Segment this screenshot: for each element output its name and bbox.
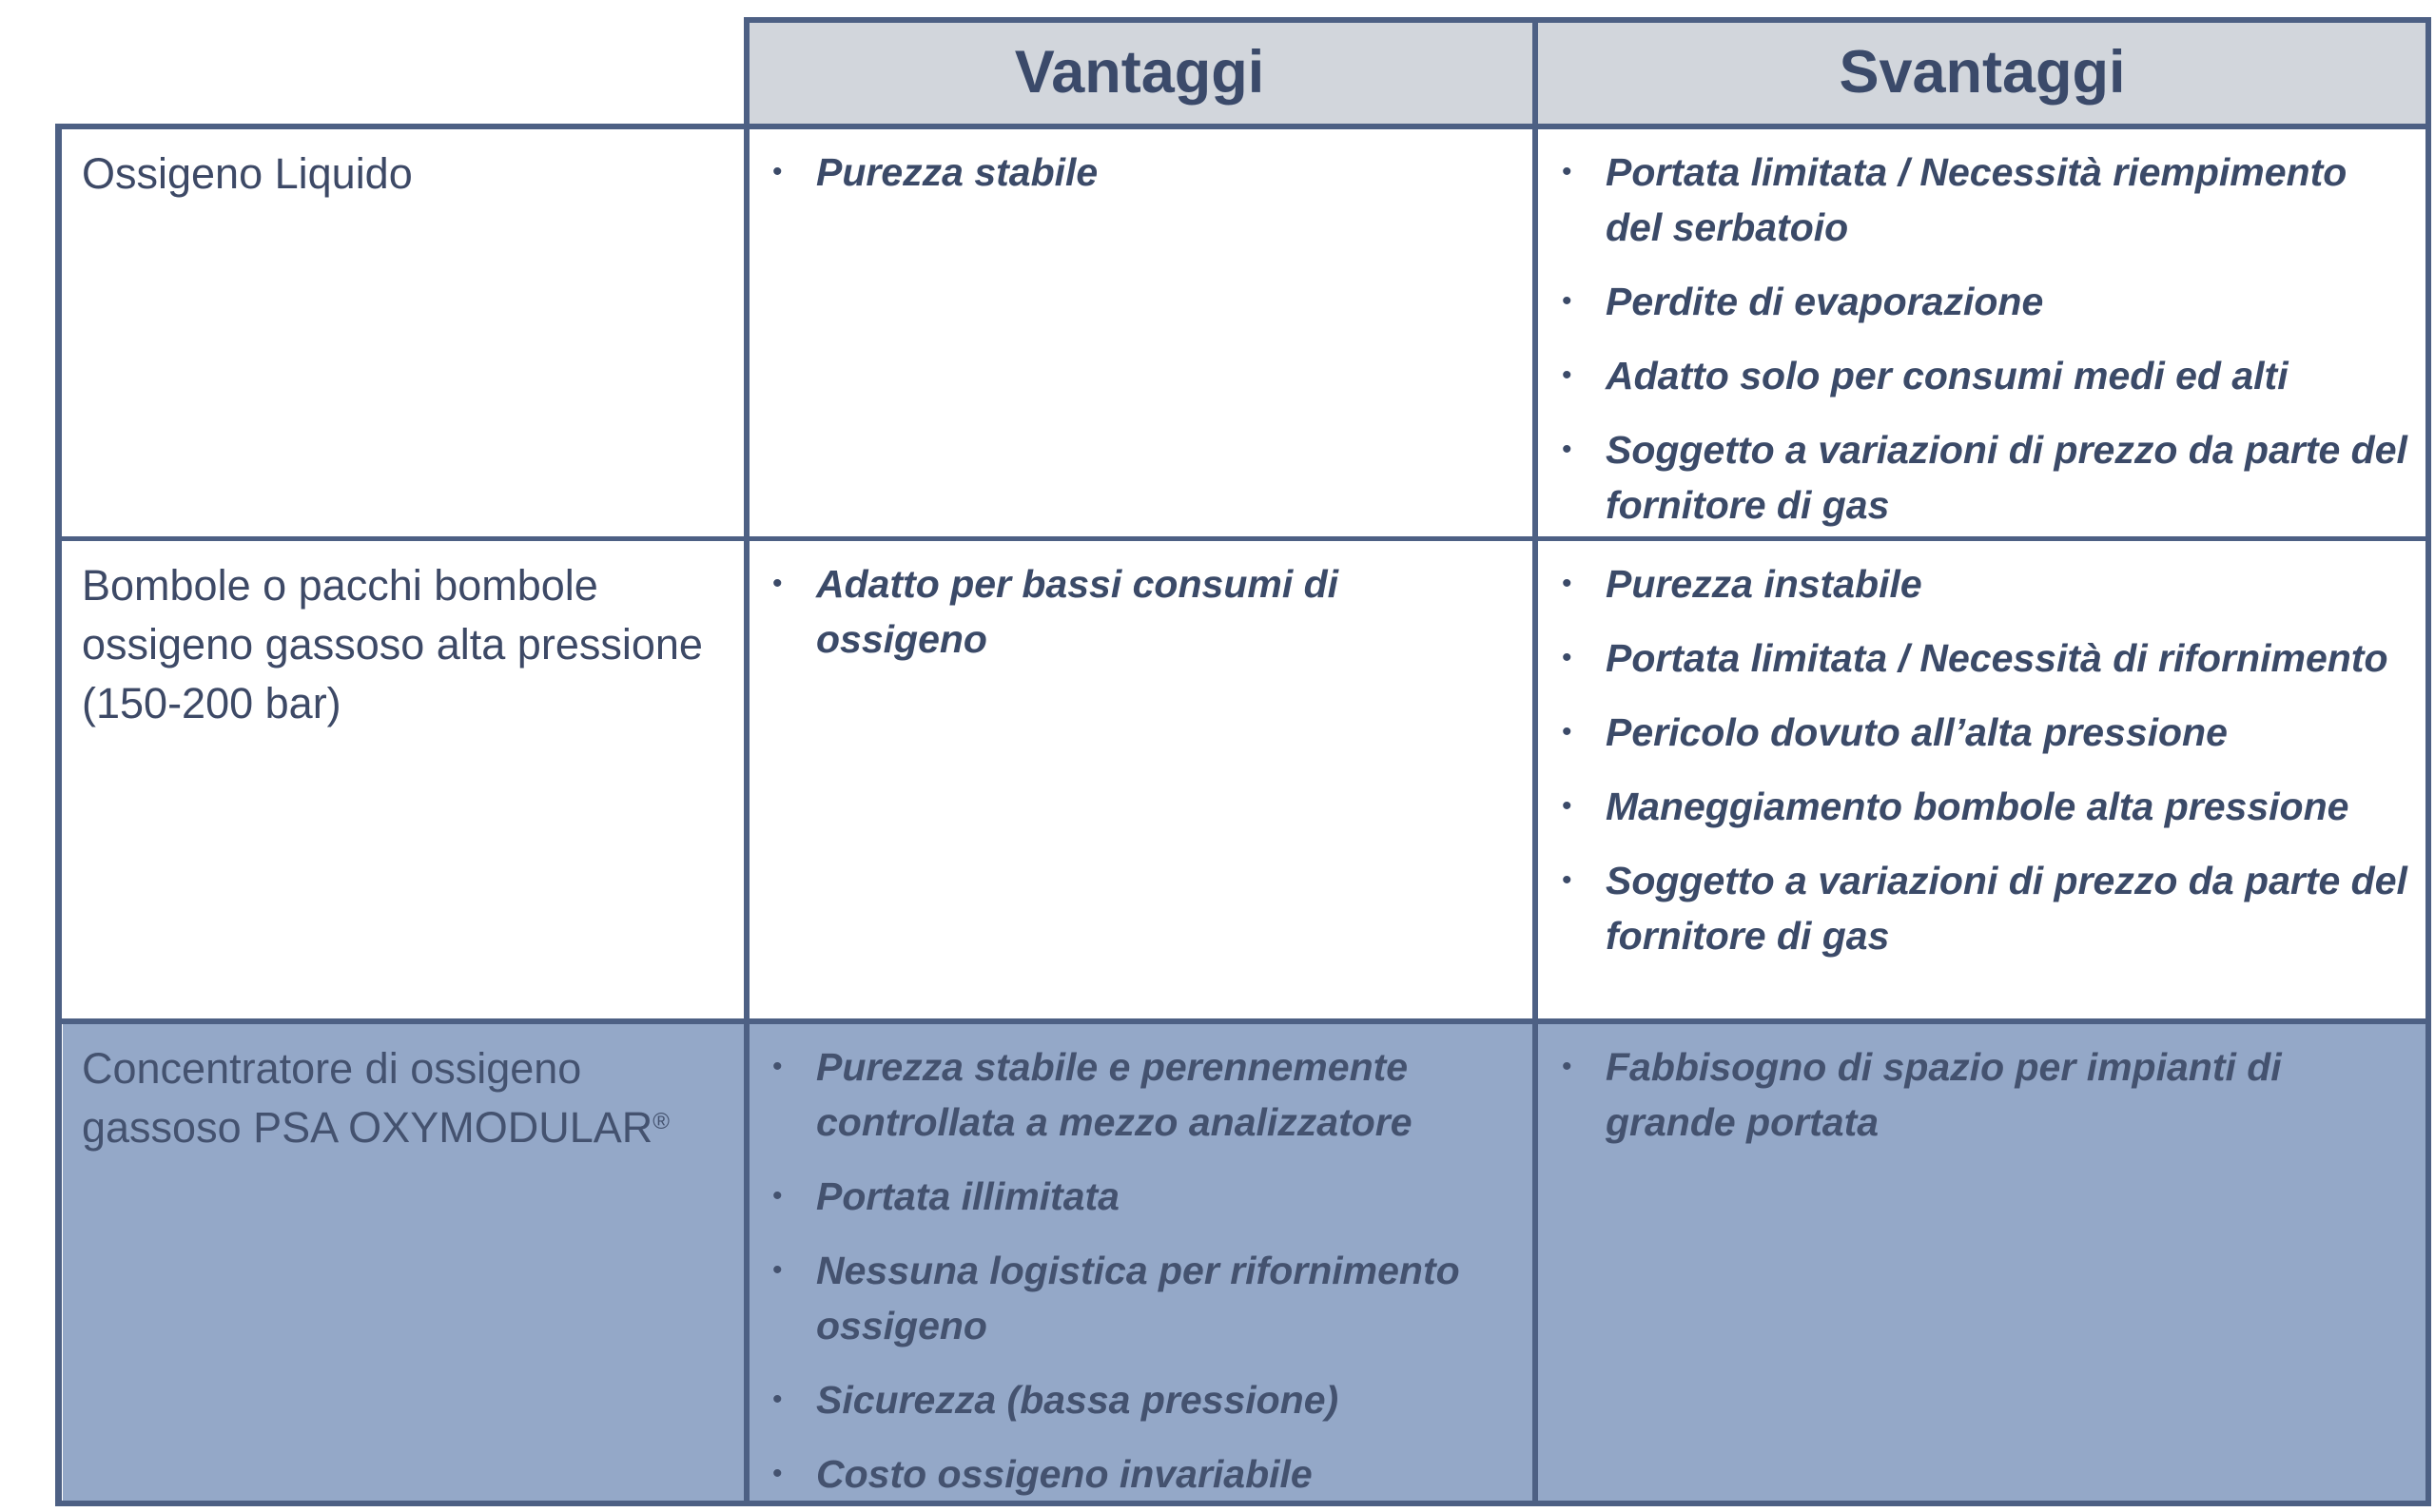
list-item: • Portata limitata / Necessità riempimento del serbatoio — [1537, 145, 2408, 255]
bullet-icon: • — [1562, 568, 1572, 599]
list-item: • Nessuna logistica per rifornimento ossigeno — [748, 1243, 1514, 1353]
list-item: • Sicurezza (bassa pressione) — [748, 1372, 1514, 1427]
bullet-icon: • — [1562, 864, 1572, 896]
list-item: • Purezza instabile — [1537, 556, 2408, 611]
table-border — [744, 17, 2431, 23]
list-item: • Purezza stabile — [748, 145, 1514, 200]
row-label-concentrator — [63, 1022, 744, 1502]
bullet-icon: • — [1562, 156, 1572, 187]
row-label-text: Ossigeno Liquido — [82, 149, 413, 198]
disadvantages-list — [1537, 556, 2408, 963]
list-item: • Perdite di evaporazione — [1537, 274, 2408, 329]
bullet-icon: • — [1562, 790, 1572, 822]
table-border — [1532, 124, 1538, 1506]
advantages-list — [748, 1039, 1514, 1502]
bullet-icon: • — [1562, 716, 1572, 747]
bullet-icon: • — [772, 1384, 783, 1415]
table-border — [55, 1018, 2431, 1024]
table-border — [744, 124, 750, 1506]
list-item: • Costo ossigeno invariabile — [748, 1446, 1514, 1502]
bullet-icon: • — [1562, 1051, 1572, 1082]
bullet-icon: • — [772, 1458, 783, 1489]
bullet-icon: • — [772, 1051, 783, 1082]
disadvantages-list — [1537, 145, 2408, 533]
row-disadvantages-liquid-oxygen — [1537, 127, 2427, 536]
table-border — [2425, 124, 2431, 1506]
bullet-icon: • — [772, 1254, 783, 1286]
table-border — [744, 17, 750, 127]
table-border — [55, 536, 2431, 541]
row-label-text: Concentratore di ossigeno gassoso PSA OXYMODULAR — [82, 1044, 653, 1152]
list-item: • Soggetto a variazioni di prezzo da parte del fornitore di gas — [1537, 853, 2408, 963]
bullet-icon: • — [1562, 642, 1572, 673]
table-border — [2425, 17, 2431, 127]
row-label-liquid-oxygen — [63, 127, 744, 536]
row-disadvantages-cylinders — [1537, 539, 2427, 1019]
bullet-icon: • — [772, 156, 783, 187]
list-item: • Fabbisogno di spazio per impianti di grande portata — [1537, 1039, 2408, 1150]
row-label-text: Bombole o pacchi bombole ossigeno gassoso alta pressione (150-200 bar) — [82, 561, 703, 727]
list-item: • Portata illimitata — [748, 1169, 1514, 1224]
row-label-cylinders — [63, 539, 744, 1019]
list-item: • Purezza stabile e perennemente controllata a mezzo analizzatore — [748, 1039, 1514, 1150]
row-advantages-liquid-oxygen — [748, 127, 1533, 536]
table-border — [1532, 17, 1538, 127]
row-advantages-concentrator — [748, 1022, 1533, 1502]
header-advantages: Vantaggi — [747, 21, 1532, 124]
list-item: • Adatto solo per consumi medi ed alti — [1537, 348, 2408, 403]
bullet-icon: • — [1562, 434, 1572, 465]
table-border — [55, 124, 62, 1506]
row-advantages-cylinders — [748, 539, 1533, 1019]
advantages-list — [748, 145, 1514, 200]
registered-mark: ® — [653, 1109, 670, 1134]
bullet-icon: • — [772, 568, 783, 599]
list-item: • Adatto per bassi consumi di ossigeno — [748, 556, 1514, 667]
disadvantages-list — [1537, 1039, 2408, 1150]
row-disadvantages-concentrator — [1537, 1022, 2427, 1502]
bullet-icon: • — [1562, 285, 1572, 317]
bullet-icon: • — [1562, 359, 1572, 391]
table-border — [55, 1501, 2431, 1506]
list-item: • Soggetto a variazioni di prezzo da parte del fornitore di gas — [1537, 422, 2408, 533]
header-disadvantages: Svantaggi — [1537, 21, 2427, 124]
bullet-icon: • — [772, 1180, 783, 1212]
list-item: • Pericolo dovuto all’alta pressione — [1537, 705, 2408, 760]
list-item: • Portata limitata / Necessità di rifornimento — [1537, 630, 2408, 686]
list-item: • Maneggiamento bombole alta pressione — [1537, 779, 2408, 834]
table-border — [55, 124, 2431, 129]
advantages-list — [748, 556, 1514, 667]
